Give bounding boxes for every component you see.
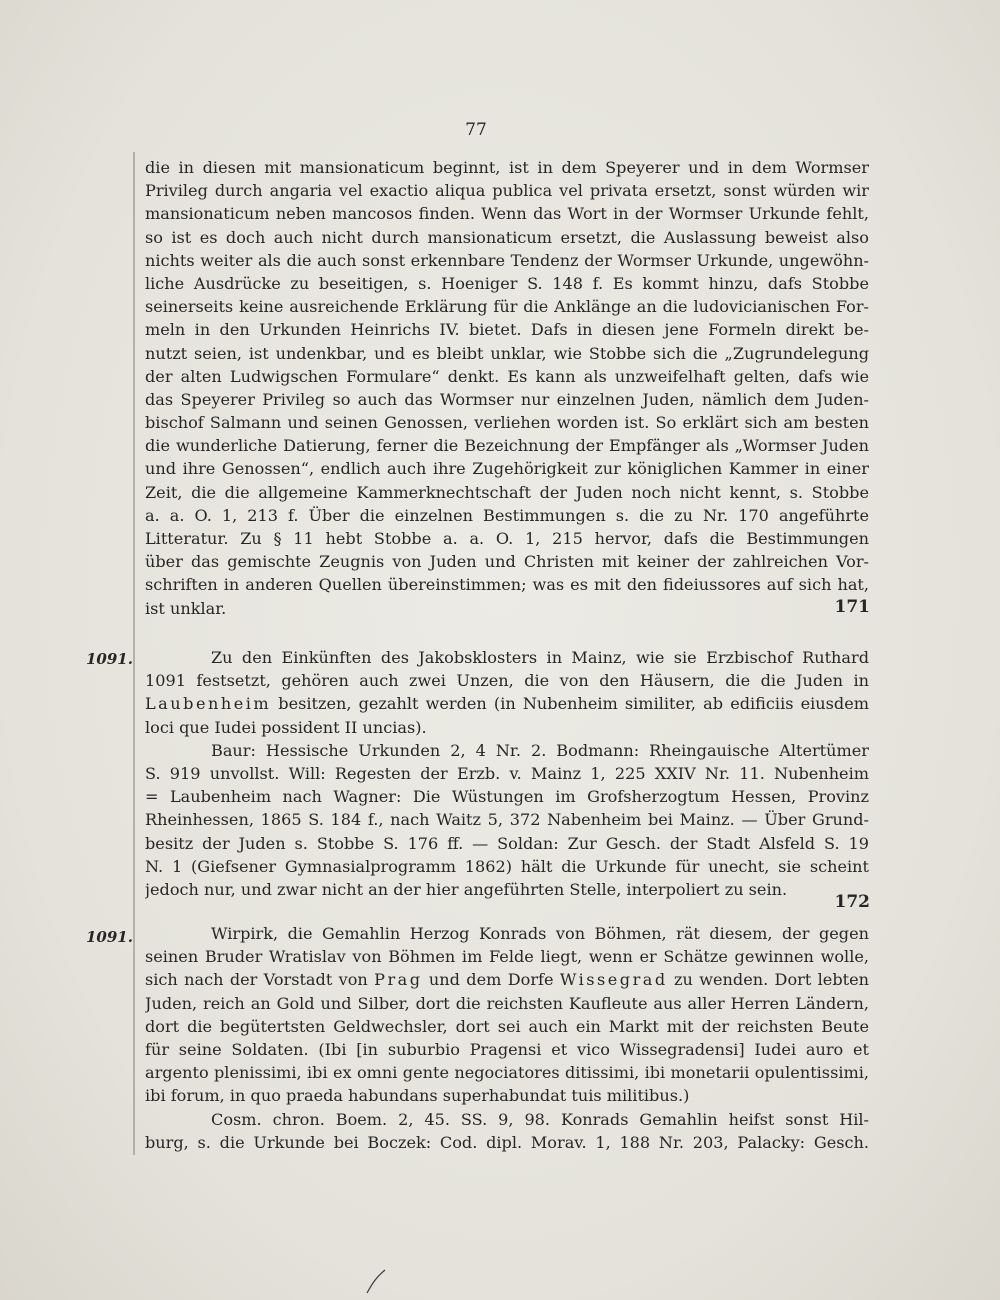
text-span: sich nach der Vorstadt von [145, 970, 375, 990]
reference-line: Rheinhessen, 1865 S. 184 f., nach Waitz 5, 372 Nabenheim bei Mainz. — Über Grund- [145, 810, 869, 830]
text-line: Privileg durch angaria vel exactio aliqua publica vel privata ersetzt, sonst würden wir [145, 181, 869, 201]
margin-rule [133, 152, 135, 1155]
text-line: ibi forum, in quo praeda habundans superhabundat tuis militibus.) [145, 1086, 690, 1106]
entry-number: 172 [834, 892, 870, 912]
text-span: und dem Dorfe [422, 970, 560, 990]
reference-line: Cosm. chron. Boem. 2, 45. SS. 9, 98. Konrads Gemahlin heifst sonst Hil- [211, 1109, 869, 1129]
text-span: zu wenden. Dort lebten [667, 970, 869, 990]
reference-line: jedoch nur, und zwar nicht an der hier angeführten Stelle, interpoliert zu sein. [145, 879, 788, 899]
reference-line: besitz der Juden s. Stobbe S. 176 ff. — Soldan: Zur Gesch. der Stadt Alsfeld S. 19 [145, 833, 869, 853]
text-line: nichts weiter als die auch sonst erkennbare Tendenz der Wormser Urkunde, ungewöhn- [145, 250, 869, 270]
text-line: 1091 festsetzt, gehören auch zwei Unzen, die von den Häusern, die die Juden in [145, 671, 869, 691]
text-line: seinen Bruder Wratislav von Böhmen im Felde liegt, wenn er Schätze gewinnen wolle, [145, 947, 869, 967]
text-line: über das gemischte Zeugnis von Juden und Christen mit keiner der zahlreichen Vor- [145, 552, 869, 572]
text-line: nutzt seien, ist undenkbar, und es bleibt unklar, wie Stobbe sich die „Zugrundelegung [145, 343, 869, 363]
reference-line: N. 1 (Giefsener Gymnasialprogramm 1862) hält die Urkunde für unecht, sie scheint [145, 856, 869, 876]
spaced-place-name: Laubenheim [145, 694, 272, 714]
text-line: Wirpirk, die Gemahlin Herzog Konrads von Böhmen, rät diesem, der gegen [211, 924, 869, 943]
text-line: meln in den Urkunden Heinrichs IV. bietet. Dafs in diesen jene Formeln direkt be- [145, 320, 869, 340]
entry-172 [145, 922, 869, 1154]
text-line: a. a. O. 1, 213 f. Über die einzelnen Bestimmungen s. die zu Nr. 170 angeführte [145, 505, 869, 525]
text-line: dort die begütertsten Geldwechsler, dort sei auch ein Markt mit der reichsten Beute [145, 1016, 869, 1036]
text-line: Litteratur. Zu § 11 hebt Stobbe a. a. O. 1, 215 hervor, dafs die Bestimmungen [145, 529, 869, 548]
text-line: Zu den Einkünften des Jakobsklosters in Mainz, wie sie Erzbischof Ruthard [211, 648, 869, 667]
text-block-continuation [145, 156, 869, 620]
text-line: und ihre Genossen“, endlich auch ihre Zugehörigkeit zur königlichen Kammer in einer [145, 459, 869, 479]
reference-line: Baur: Hessische Urkunden 2, 4 Nr. 2. Bodmann: Rheingauische Altertümer [211, 740, 869, 760]
text-line [145, 968, 869, 991]
spaced-place-name: Prag [374, 970, 423, 990]
text-line: argento plenissimi, ibi ex omni gente negociatores ditissimi, ibi monetarii opulentissimi, [145, 1063, 869, 1083]
spaced-place-name: Wissegrad [559, 970, 668, 990]
text-line: loci que Iudei possident II uncias). [145, 717, 427, 737]
text-line: für seine Soldaten. (Ibi [in suburbio Pragensi et vico Wissegradensi] Iudei auro et [145, 1039, 869, 1059]
text-line: Zeit, die die allgemeine Kammerknechtschaft der Juden noch nicht kennt, s. Stobbe [145, 482, 869, 502]
text-line: das Speyerer Privileg so auch das Wormser nur einzelnen Juden, nämlich dem Juden- [145, 389, 869, 409]
text-line: Juden, reich an Gold und Silber, dort die reichsten Kaufleute aus aller Herren Ländern, [145, 993, 869, 1013]
text-line: die wunderliche Datierung, ferner die Bezeichnung der Empfänger als „Wormser Juden [145, 436, 869, 456]
text-line: mansionaticum neben mancosos finden. Wenn das Wort in der Wormser Urkunde fehlt, [145, 204, 869, 224]
pen-stroke-mark [365, 1268, 387, 1294]
margin-year: 1091. [86, 928, 133, 946]
text-line: der alten Ludwigschen Formulare“ denkt. Es kann als unzweifelhaft gelten, dafs wie [145, 366, 869, 386]
text-line: seinerseits keine ausreichende Erklärung für die Anklänge an die ludovicianischen For- [145, 297, 869, 317]
text-line: ist unklar. [145, 598, 227, 618]
text-line: schriften in anderen Quellen übereinstimmen; was es mit den fideiussores auf sich hat, [145, 575, 869, 595]
entry-171 [145, 646, 869, 901]
text-line: so ist es doch auch nicht durch mansionaticum ersetzt, die Auslassung beweist also [145, 227, 869, 247]
entry-number: 171 [834, 597, 870, 617]
reference-line: S. 919 unvollst. Will: Regesten der Erzb. v. Mainz 1, 225 XXIV Nr. 11. Nubenheim [145, 763, 869, 783]
margin-year: 1091. [86, 650, 133, 668]
reference-line: burg, s. die Urkunde bei Boczek: Cod. dipl. Morav. 1, 188 Nr. 203, Palacky: Gesch. [145, 1132, 869, 1152]
page-number: 77 [465, 120, 487, 140]
text-line: bischof Salmann und seinen Genossen, verliehen worden ist. So erklärt sich am besten [145, 413, 869, 433]
text-line [145, 692, 869, 715]
text-span: besitzen, gezahlt werden (in Nubenheim similiter, ab edificiis eiusdem [271, 694, 869, 714]
text-line: liche Ausdrücke zu beseitigen, s. Hoeniger S. 148 f. Es kommt hinzu, dafs Stobbe [145, 273, 869, 293]
reference-line: = Laubenheim nach Wagner: Die Wüstungen im Grofsherzogtum Hessen, Provinz [145, 787, 869, 807]
text-line: die in diesen mit mansionaticum beginnt, ist in dem Speyerer und in dem Wormser [145, 158, 869, 177]
